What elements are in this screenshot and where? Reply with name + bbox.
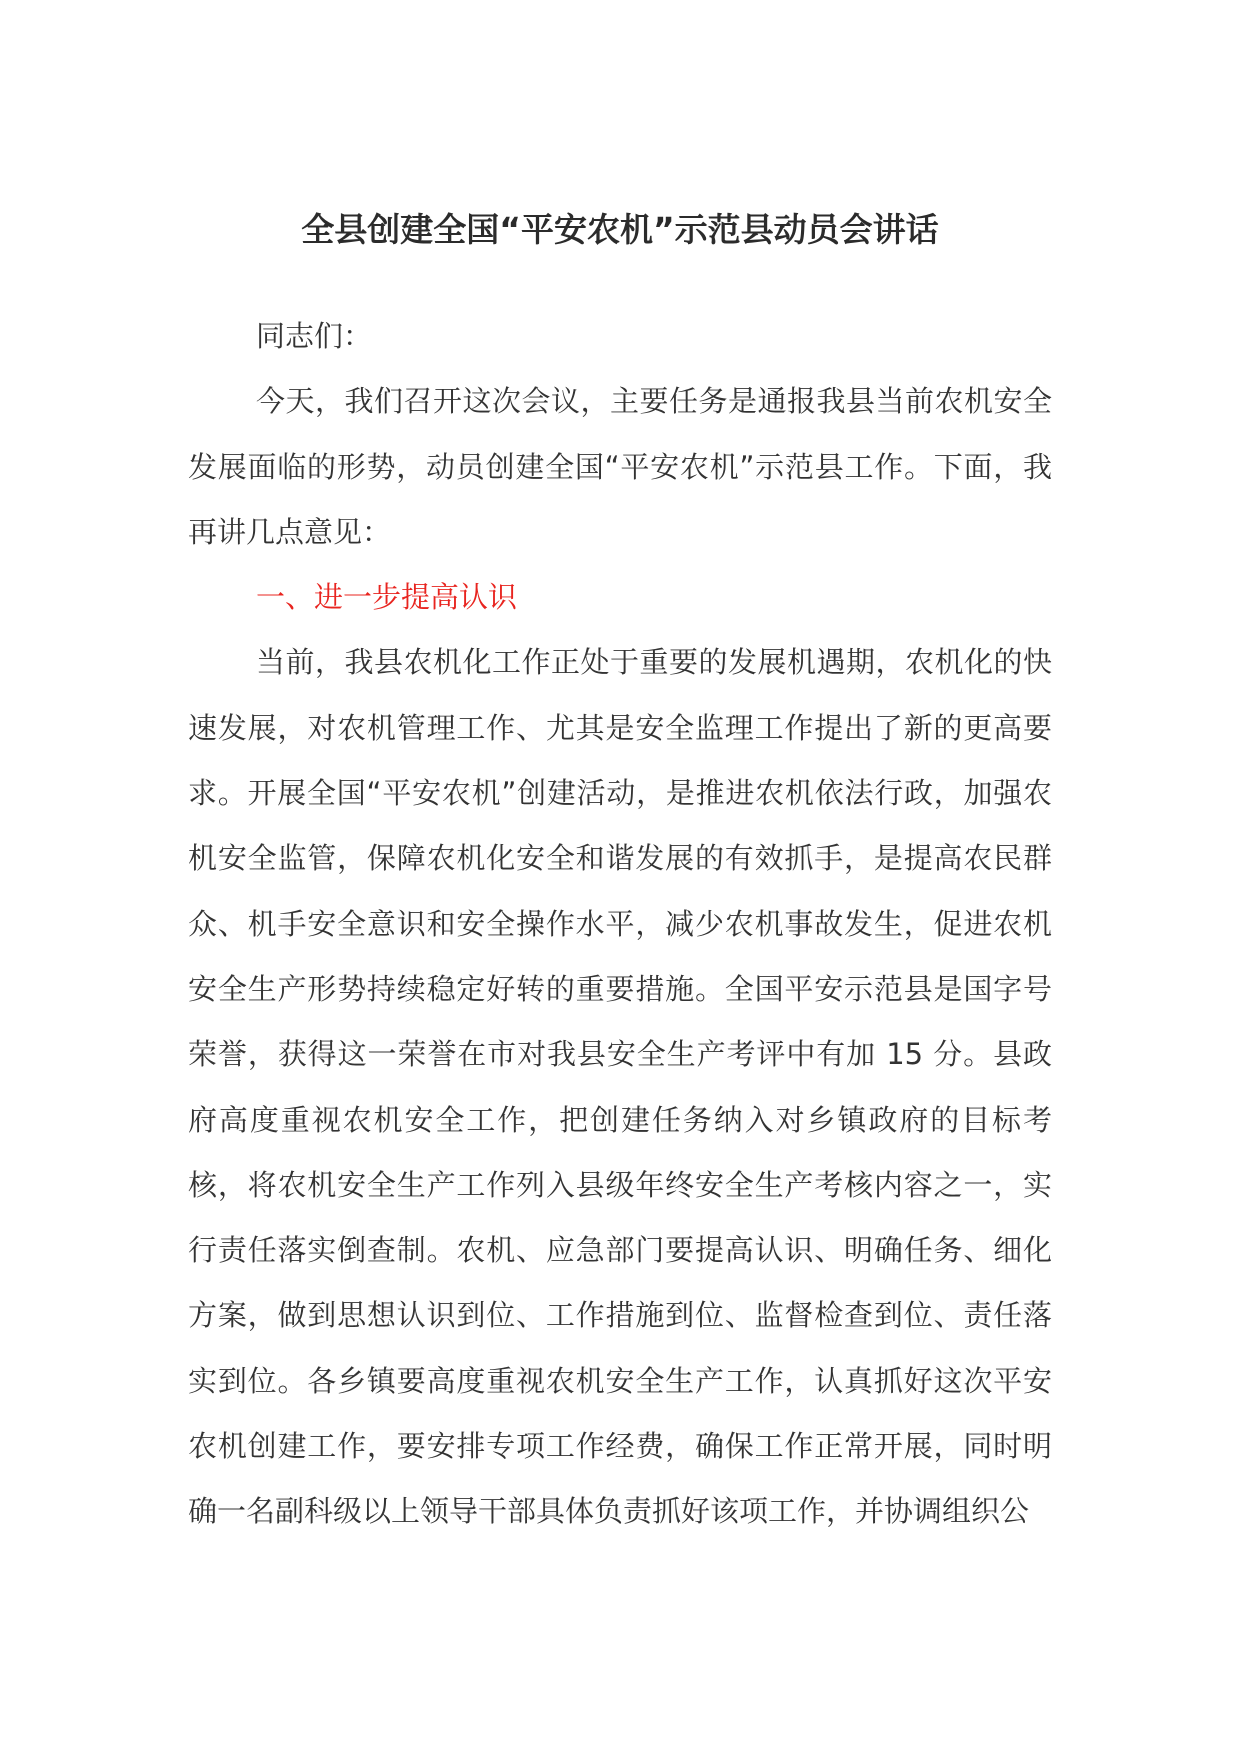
- section-1-paragraph: 当前，我县农机化工作正处于重要的发展机遇期，农机化的快速发展，对农机管理工作、尤其是安全监理工作提出了新的更高要求。开展全国“平安农机”创建活动，是推进农机依法行政，加强农机安全监管，保障农机化安全和谐发展的有效抓手，是提高农民群众、机手安全意识和安全操作水平，减少农机事故发生，促进农机安全生产形势持续稳定好转的重要措施。全国平安示范县是国字号荣誉，获得这一荣誉在市对我县安全生产考评中有加 15 分。县政府高度重视农机安全工作，把创建任务纳入对乡镇政府的目标考核，将农机安全生产工作列入县级年终安全生产考核内容之一，实行责任落实倒查制。农机、应急部门要提高认识、明确任务、细化方案，做到思想认识到位、工作措施到位、监督检查到位、责任落实到位。各乡镇要高度重视农机安全生产工作，认真抓好这次平安农机创建工作，要安排专项工作经费，确保工作正常开展，同时明确一名副科级以上领导干部具体负责抓好该项工作，并协调组织公: [188, 645, 1052, 1529]
- document-title: 全县创建全国“平安农机”示范县动员会讲话: [301, 210, 939, 249]
- salutation: 同志们：: [256, 319, 373, 353]
- document-body: [188, 304, 1052, 1545]
- section-heading-1: 一、进一步提高认识: [256, 580, 518, 615]
- intro-paragraph: 今天，我们召开这次会议，主要任务是通报我县当前农机安全发展面临的形势，动员创建全国“平安农机”示范县工作。下面，我再讲几点意见：: [188, 384, 1052, 549]
